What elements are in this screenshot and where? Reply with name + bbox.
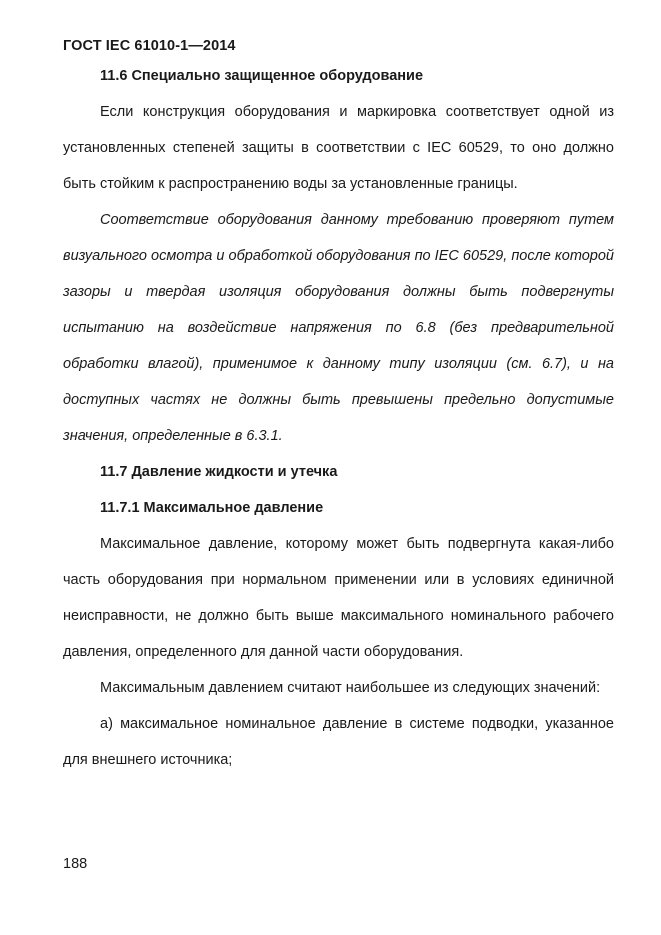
page-number: 188 [63, 856, 88, 872]
paragraph-protection-degree: Если конструкция оборудования и маркировка соответствует одной из установленных степеней защиты в соответствии с IEC 60529, то оно должно быть стойким к распространению воды за установленные границы. [63, 104, 614, 192]
paragraph-max-pressure-values: Максимальным давлением считают наибольшее из следующих значений: [100, 680, 601, 696]
section-heading-11-7: 11.7 Давление жидкости и утечка [100, 464, 338, 480]
compliance-check-paragraph: Соответствие оборудования данному требованию проверяют путем визуального осмотра и обработкой оборудования по IEC 60529, после которой зазоры и твердая изоляция оборудования должны быть подвергнуты испытанию на воздействие напряжения по 6.8 (без предварительной обработки влагой), применимое к данному типу изоляции (см. 6.7), и на доступных частях не должны быть превышены предельно допустимые значения, определенные в 6.3.1. [63, 212, 614, 444]
document-body [63, 58, 614, 778]
section-heading-11-6: 11.6 Специально защищенное оборудование [100, 68, 424, 84]
document-code-header: ГОСТ IEC 61010-1—2014 [63, 38, 236, 54]
paragraph-max-pressure: Максимальное давление, которому может быть подвергнута какая-либо часть оборудования при нормальном применении или в условиях единичной неисправности, не должно быть выше максимального номинального рабочего давления, определенного для данной части оборудования. [63, 536, 614, 660]
list-item-a: a) максимальное номинальное давление в системе подводки, указанное для внешнего источника; [63, 716, 614, 768]
section-heading-11-7-1: 11.7.1 Максимальное давление [100, 500, 324, 516]
